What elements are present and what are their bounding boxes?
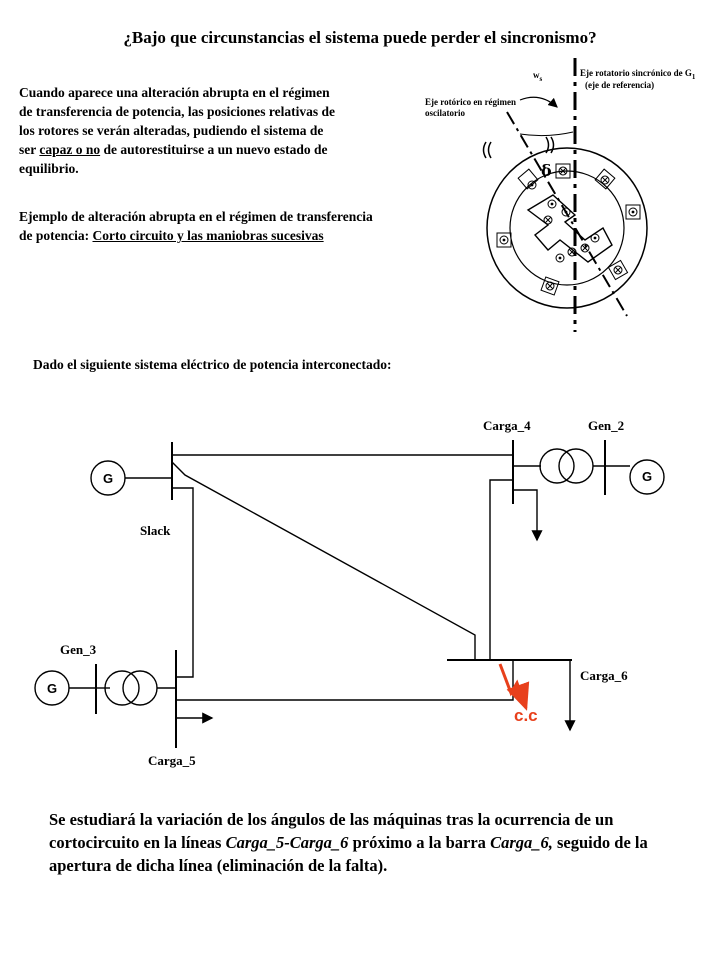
sync-axis-sublabel: (eje de referencia) xyxy=(585,80,655,90)
page-title: ¿Bajo que circunstancias el sistema puede perder el sincronismo? xyxy=(123,28,597,47)
osc-axis-label: Eje rotórico en régimen xyxy=(425,97,517,107)
oscillation-mark-left xyxy=(484,142,487,158)
one-line-diagram xyxy=(35,440,664,748)
sync-axis-label: Eje rotatorio sincrónico de $G_1$ xyxy=(580,68,696,81)
ws-label: $w_s$ xyxy=(533,70,543,83)
gen-3-label: Gen_3 xyxy=(60,642,97,657)
rotor-body xyxy=(528,195,612,262)
slack-generator-symbol: G xyxy=(102,471,114,486)
osc-axis-sublabel: oscilatorio xyxy=(425,108,465,118)
gen-3-generator-symbol: G xyxy=(46,681,58,696)
intro-line: los rotores se verán alteradas, pudiendo el sistema de xyxy=(19,123,324,138)
gen2-generator-circle xyxy=(630,460,664,494)
intro-line: equilibrio. xyxy=(19,161,79,176)
closing-paragraph: Se estudiará la variación de los ángulos de las máquinas tras la ocurrencia de un cortocircuito en la líneas Carga_5-Carga_6 próximo a la barra Carga_6, seguido de la apertura de dicha línea (eliminación de la falta). xyxy=(49,810,648,875)
example-underlined-text: Corto circuito y las maniobras sucesivas xyxy=(92,228,324,243)
delta-arc xyxy=(520,132,573,136)
gen3-generator-circle xyxy=(35,671,69,705)
line-carga4-carga6 xyxy=(490,480,513,660)
example-line: de potencia: Corto circuito y las maniobras sucesivas xyxy=(19,228,324,243)
capaz-o-no-text: capaz o no xyxy=(39,142,101,157)
slack-label: Slack xyxy=(140,523,171,538)
carga4-load-arrow xyxy=(513,490,537,540)
gen-2-label: Gen_2 xyxy=(588,418,625,433)
intro-line: ser capaz o no de autorestituirse a un nuevo estado de xyxy=(19,142,328,157)
gen3-xfmr-coil-2 xyxy=(123,671,157,705)
intro-line: de transferencia de potencia, las posiciones relativas de xyxy=(19,104,335,119)
carga-6-label: Carga_6 xyxy=(580,668,628,683)
carga-4-label: Carga_4 xyxy=(483,418,531,433)
line-slack-carga6 xyxy=(172,462,475,660)
line-carga5-carga6 xyxy=(176,660,513,700)
fault-label: c.c xyxy=(514,706,538,725)
example-line: Ejemplo de alteración abrupta en el régimen de transferencia xyxy=(19,209,373,224)
gen2-xfmr-coil-1 xyxy=(540,449,574,483)
ws-arrow xyxy=(520,97,557,107)
slack-generator-circle xyxy=(91,461,125,495)
delta-label: δ xyxy=(541,161,552,180)
system-heading: Dado el siguiente sistema eléctrico de potencia interconectado: xyxy=(33,357,392,372)
intro-line: Cuando aparece una alteración abrupta en el régimen xyxy=(19,85,330,100)
rotor-diagram xyxy=(484,58,648,332)
gen-2-generator-symbol: G xyxy=(641,469,653,484)
gen2-xfmr-coil-2 xyxy=(559,449,593,483)
line-slack-carga5 xyxy=(172,488,193,677)
carga-5-label: Carga_5 xyxy=(148,753,196,768)
gen3-xfmr-coil-1 xyxy=(105,671,139,705)
